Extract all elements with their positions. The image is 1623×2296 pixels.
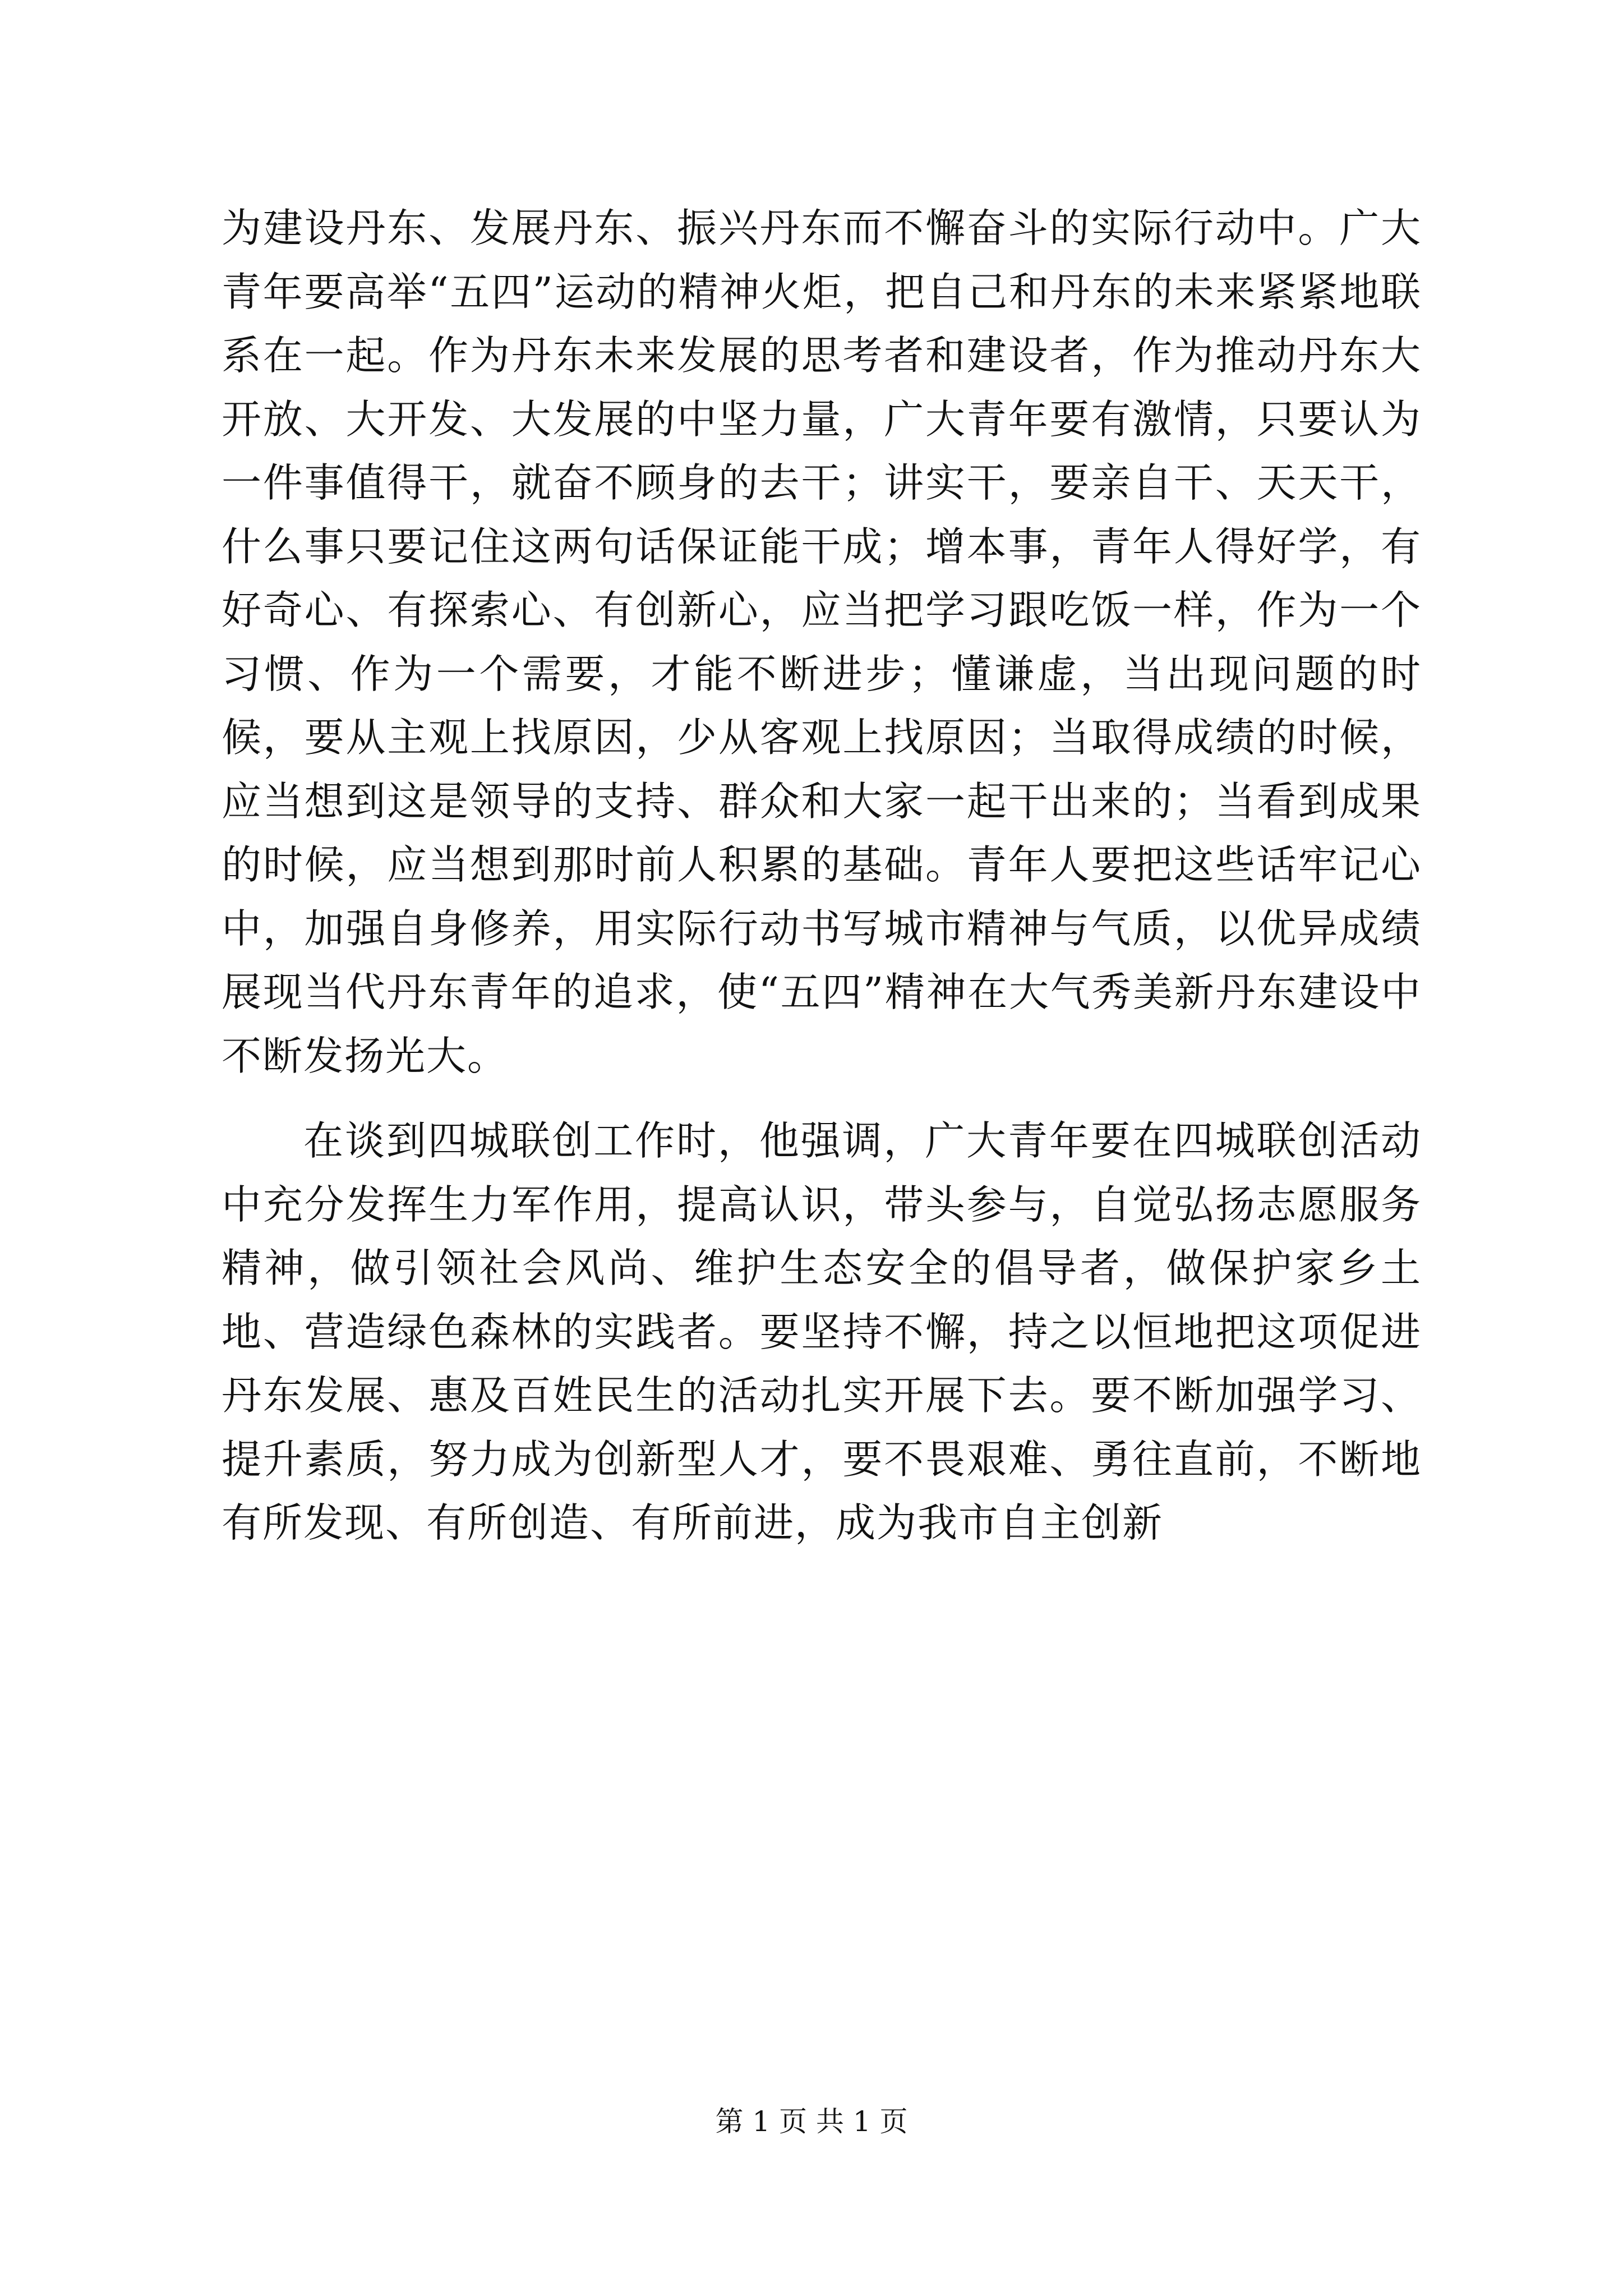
page-number: 第 1 页 共 1 页 <box>715 2105 908 2138</box>
paragraph-continued: 为建设丹东、发展丹东、振兴丹东而不懈奋斗的实际行动中。广大青年要高举“五四”运动的精神火炬，把自己和丹东的未来紧紧地联系在一起。作为丹东未来发展的思考者和建设者，作为推动丹东大开放、大开发、大发展的中坚力量，广大青年要有激情，只要认为一件事值得干，就奋不顾身的去干；讲实干，要亲自干、天天干，什么事只要记住这两句话保证能干成；增本事，青年人得好学，有好奇心、有探索心、有创新心，应当把学习跟吃饭一样，作为一个习惯、作为一个需要，才能不断进步；懂谦虚，当出现问题的时候，要从主观上找原因，少从客观上找原因；当取得成绩的时候，应当想到这是领导的支持、群众和大家一起干出来的；当看到成果的时候，应当想到那时前人积累的基础。青年人要把这些话牢记心中，加强自身修养，用实际行动书写城市精神与气质，以优异成绩展现当代丹东青年的追求，使“五四”精神在大气秀美新丹东建设中不断发扬光大。 <box>222 205 1422 1079</box>
document-body <box>222 196 1422 1555</box>
paragraph-four-cities: 在谈到四城联创工作时，他强调，广大青年要在四城联创活动中充分发挥生力军作用，提高认识，带头参与，自觉弘扬志愿服务精神，做引领社会风尚、维护生态安全的倡导者，做保护家乡土地、营造绿色森林的实践者。要坚持不懈，持之以恒地把这项促进丹东发展、惠及百姓民生的活动扎实开展下去。要不断加强学习、提升素质，努力成为创新型人才，要不畏艰难、勇往直前，不断地有所发现、有所创造、有所前进，成为我市自主创新 <box>222 1117 1422 1546</box>
page-footer <box>0 2105 1623 2138</box>
